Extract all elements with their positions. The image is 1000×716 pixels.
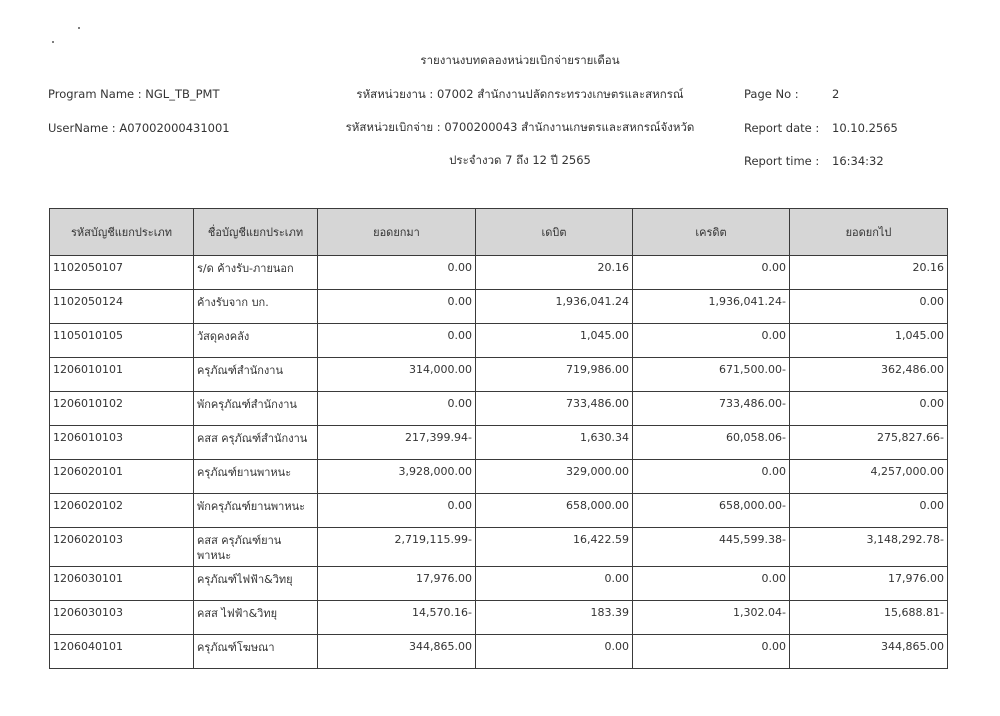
carried-forward-cell: 0.00 <box>790 494 948 528</box>
period-line: ประจำงวด 7 ถึง 12 ปี 2565 <box>449 153 591 167</box>
brought-forward-cell: 344,865.00 <box>318 635 476 669</box>
report-title: รายงานงบทดลองหน่วยเบิกจ่ายรายเดือน <box>420 53 620 67</box>
report-time-value: 16:34:32 <box>832 154 884 168</box>
account-code-cell: 1206040101 <box>50 635 194 669</box>
page-no-label: Page No : <box>744 87 799 101</box>
account-code-cell: 1206030101 <box>50 567 194 601</box>
account-name-cell: ร/ด ค้างรับ-ภายนอก <box>194 256 318 290</box>
debit-cell: 0.00 <box>476 635 633 669</box>
debit-cell: 658,000.00 <box>476 494 633 528</box>
account-name-cell: ครุภัณฑ์ไฟฟ้า&วิทยุ <box>194 567 318 601</box>
credit-cell: 60,058.06- <box>633 426 790 460</box>
credit-cell: 671,500.00- <box>633 358 790 392</box>
report-date-value: 10.10.2565 <box>832 121 898 135</box>
brought-forward-cell: 14,570.16- <box>318 601 476 635</box>
brought-forward-cell: 3,928,000.00 <box>318 460 476 494</box>
brought-forward-cell: 0.00 <box>318 324 476 358</box>
credit-cell: 1,302.04- <box>633 601 790 635</box>
brought-forward-cell: 0.00 <box>318 392 476 426</box>
carried-forward-cell: 344,865.00 <box>790 635 948 669</box>
account-code-cell: 1206010102 <box>50 392 194 426</box>
scan-speck <box>78 27 80 29</box>
account-name-cell: พักครุภัณฑ์สำนักงาน <box>194 392 318 426</box>
carried-forward-cell: 3,148,292.78- <box>790 528 948 567</box>
credit-cell: 0.00 <box>633 256 790 290</box>
username: UserName : A07002000431001 <box>48 121 230 135</box>
table-row <box>50 528 948 567</box>
account-name-cell: คสส ไฟฟ้า&วิทยุ <box>194 601 318 635</box>
carried-forward-cell: 0.00 <box>790 392 948 426</box>
header-credit: เครดิต <box>633 209 790 256</box>
scan-speck <box>52 41 54 43</box>
account-name-cell: ครุภัณฑ์โฆษณา <box>194 635 318 669</box>
debit-cell: 719,986.00 <box>476 358 633 392</box>
carried-forward-cell: 0.00 <box>790 290 948 324</box>
debit-cell: 1,936,041.24 <box>476 290 633 324</box>
page-no-value: 2 <box>832 87 840 101</box>
brought-forward-cell: 314,000.00 <box>318 358 476 392</box>
debit-cell: 0.00 <box>476 567 633 601</box>
table-row <box>50 426 948 460</box>
account-code-cell: 1102050124 <box>50 290 194 324</box>
brought-forward-cell: 17,976.00 <box>318 567 476 601</box>
carried-forward-cell: 1,045.00 <box>790 324 948 358</box>
table-row <box>50 460 948 494</box>
disbursement-unit-line: รหัสหน่วยเบิกจ่าย : 0700200043 สำนักงานเกษตรและสหกรณ์จังหวัด <box>345 120 695 134</box>
debit-cell: 20.16 <box>476 256 633 290</box>
debit-cell: 1,045.00 <box>476 324 633 358</box>
carried-forward-cell: 15,688.81- <box>790 601 948 635</box>
header-debit: เดบิต <box>476 209 633 256</box>
agency-line: รหัสหน่วยงาน : 07002 สำนักงานปลัดกระทรวงเกษตรและสหกรณ์ <box>356 87 684 101</box>
table-row <box>50 324 948 358</box>
carried-forward-cell: 362,486.00 <box>790 358 948 392</box>
header-account-name: ชื่อบัญชีแยกประเภท <box>194 209 318 256</box>
header-carried-forward: ยอดยกไป <box>790 209 948 256</box>
debit-cell: 733,486.00 <box>476 392 633 426</box>
account-code-cell: 1206030103 <box>50 601 194 635</box>
debit-cell: 1,630.34 <box>476 426 633 460</box>
credit-cell: 445,599.38- <box>633 528 790 567</box>
table-row <box>50 494 948 528</box>
credit-cell: 658,000.00- <box>633 494 790 528</box>
debit-cell: 183.39 <box>476 601 633 635</box>
table-row <box>50 567 948 601</box>
account-code-cell: 1206020101 <box>50 460 194 494</box>
brought-forward-cell: 217,399.94- <box>318 426 476 460</box>
table-row <box>50 635 948 669</box>
program-name: Program Name : NGL_TB_PMT <box>48 87 220 101</box>
table-row <box>50 601 948 635</box>
report-date-label: Report date : <box>744 121 820 135</box>
account-code-cell: 1102050107 <box>50 256 194 290</box>
table-row <box>50 358 948 392</box>
account-name-cell: ครุภัณฑ์สำนักงาน <box>194 358 318 392</box>
credit-cell: 0.00 <box>633 635 790 669</box>
credit-cell: 0.00 <box>633 567 790 601</box>
report-time-label: Report time : <box>744 154 820 168</box>
account-code-cell: 1206010103 <box>50 426 194 460</box>
credit-cell: 1,936,041.24- <box>633 290 790 324</box>
credit-cell: 0.00 <box>633 460 790 494</box>
brought-forward-cell: 2,719,115.99- <box>318 528 476 567</box>
table-row <box>50 290 948 324</box>
trial-balance-table <box>49 208 948 669</box>
carried-forward-cell: 4,257,000.00 <box>790 460 948 494</box>
carried-forward-cell: 275,827.66- <box>790 426 948 460</box>
table-row <box>50 256 948 290</box>
account-name-cell: วัสดุคงคลัง <box>194 324 318 358</box>
account-code-cell: 1105010105 <box>50 324 194 358</box>
account-code-cell: 1206010101 <box>50 358 194 392</box>
brought-forward-cell: 0.00 <box>318 494 476 528</box>
account-name-cell: พักครุภัณฑ์ยานพาหนะ <box>194 494 318 528</box>
table-header-row <box>50 209 948 256</box>
carried-forward-cell: 17,976.00 <box>790 567 948 601</box>
header-brought-forward: ยอดยกมา <box>318 209 476 256</box>
account-name-cell: ครุภัณฑ์ยานพาหนะ <box>194 460 318 494</box>
account-name-cell: คสส ครุภัณฑ์ยานพาหนะ <box>194 528 318 567</box>
brought-forward-cell: 0.00 <box>318 290 476 324</box>
credit-cell: 733,486.00- <box>633 392 790 426</box>
debit-cell: 16,422.59 <box>476 528 633 567</box>
account-code-cell: 1206020103 <box>50 528 194 567</box>
header-account-code: รหัสบัญชีแยกประเภท <box>50 209 194 256</box>
credit-cell: 0.00 <box>633 324 790 358</box>
brought-forward-cell: 0.00 <box>318 256 476 290</box>
debit-cell: 329,000.00 <box>476 460 633 494</box>
account-name-cell: คสส ครุภัณฑ์สำนักงาน <box>194 426 318 460</box>
account-code-cell: 1206020102 <box>50 494 194 528</box>
carried-forward-cell: 20.16 <box>790 256 948 290</box>
table-row <box>50 392 948 426</box>
account-name-cell: ค้างรับจาก บก. <box>194 290 318 324</box>
